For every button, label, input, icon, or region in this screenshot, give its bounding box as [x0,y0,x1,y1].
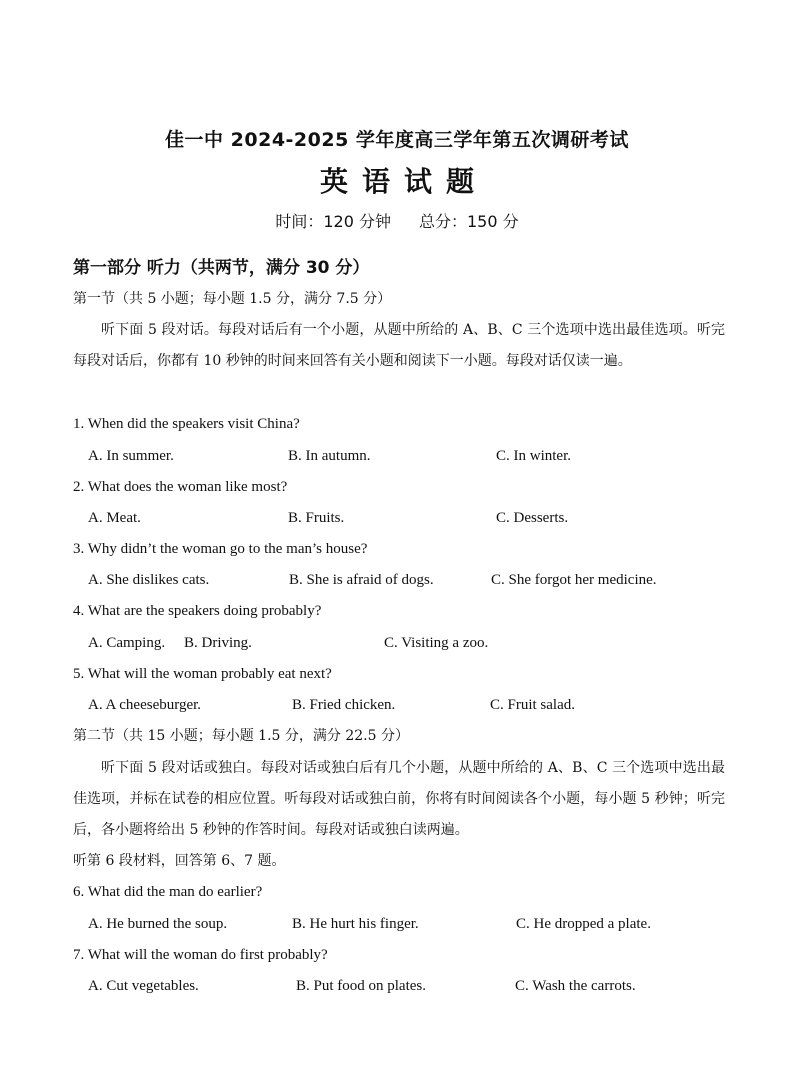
section1-title: 第一节（共 5 小题；每小题 1.5 分，满分 7.5 分） [73,291,392,307]
option-c: C. Fruit salad. [490,697,575,713]
option-a: A. Cut vegetables. [88,978,199,994]
option-b: B. He hurt his finger. [292,916,419,932]
question-stem: 5. What will the woman probably eat next? [73,666,332,682]
option-c: C. In winter. [496,448,571,464]
question-stem: 3. Why didn’t the woman go to the man’s house? [73,541,368,557]
section2-title: 第二节（共 15 小题；每小题 1.5 分，满分 22.5 分） [73,728,409,744]
option-b: B. Fruits. [288,510,345,526]
section2-instructions: 听下面 5 段对话或独白。每段对话或独白后有几个小题，从题中所给的 A、B、C 三个选项中选出最佳选项，并标在试卷的相应位置。听每段对话或独白前，你将有时间阅读各个小题，每小题 5 秒钟；听完后，各小题将给出 5 秒钟的作答时间。每段对话或独白读两遍。 [73,760,725,838]
section1-instructions: 听下面 5 段对话。每段对话后有一个小题，从题中所给的 A、B、C 三个选项中选出最佳选项。听完每段对话后，你都有 10 秒钟的时间来回答有关小题和阅读下一小题。每段对话仅读一遍。 [73,322,725,369]
question-stem: 1. When did the speakers visit China? [73,416,300,432]
time-info [0,209,794,232]
option-a: A. Camping. [88,635,166,651]
option-c: C. She forgot her medicine. [491,572,657,588]
question-stem: 4. What are the speakers doing probably? [73,603,322,619]
part-heading: 第一部分 听力（共两节，满分 30 分） [73,258,370,278]
question-stem: 2. What does the woman like most? [73,479,288,495]
option-a: A. She dislikes cats. [88,572,210,588]
option-c: C. Desserts. [496,510,569,526]
material-note: 听第 6 段材料，回答第 6、7 题。 [73,853,286,869]
option-b: B. Driving. [184,635,252,651]
question-stem: 7. What will the woman do first probably? [73,947,328,963]
option-a: A. He burned the soup. [88,916,228,932]
score-label: 总分：150 分 [419,212,519,231]
option-c: C. Wash the carrots. [515,978,636,994]
option-c: C. He dropped a plate. [516,916,651,932]
time-label: 时间：120 分钟 [275,212,391,231]
exam-title: 佳一中 2024-2025 学年度高三学年第五次调研考试 [165,129,629,151]
option-b: B. She is afraid of dogs. [289,572,434,588]
option-a: A. Meat. [88,510,141,526]
option-a: A. A cheeseburger. [88,697,202,713]
option-b: B. In autumn. [288,448,371,464]
option-b: B. Fried chicken. [292,697,396,713]
option-a: A. In summer. [88,448,174,464]
subject-title: 英语试题 [319,165,488,198]
option-b: B. Put food on plates. [296,978,426,994]
question-stem: 6. What did the man do earlier? [73,884,263,900]
option-c: C. Visiting a zoo. [384,635,489,651]
